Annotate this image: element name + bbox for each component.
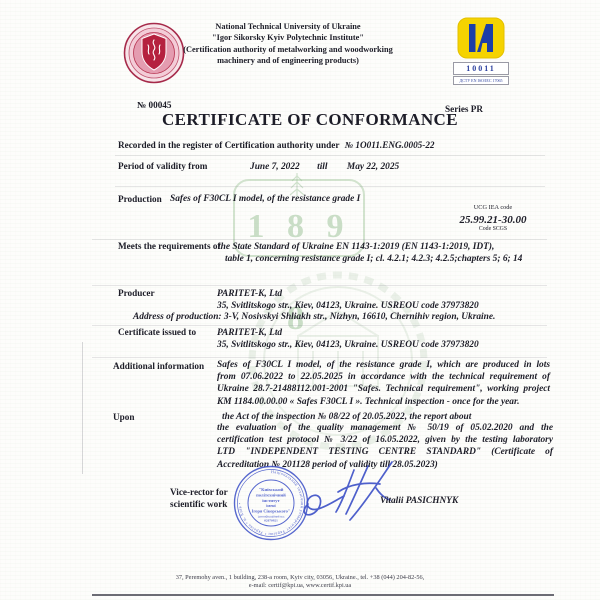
validity-from: June 7, 2022: [250, 162, 300, 172]
naau-logo-icon: [457, 17, 505, 59]
footer-line: e-mail: certif@kpi.ua, www.certif.kpi.ua: [248, 582, 352, 589]
footer-rule: [92, 594, 554, 596]
issued-name: PARITET-K, Ltd: [217, 328, 283, 338]
signatory-role-line: Vice-rector for: [170, 487, 228, 497]
ucg-sub: Code SCGS: [478, 226, 508, 232]
validity-till-label: till: [317, 162, 328, 172]
meets-label: Meets the requirements of: [118, 241, 221, 251]
producer-name: PARITET-K, Ltd: [217, 289, 283, 299]
stamp-center-line: ідентифікаційний код: [257, 514, 285, 519]
header-line: machinery and of engineering products): [217, 56, 359, 66]
additional-line: KM 1184.00.00.00 « Safes F30CL I ». Technical inspection - once for the year.: [217, 396, 520, 407]
signatory-name: Vitalii PASICHNYK: [380, 496, 459, 506]
validity-label: Period of validity from: [118, 161, 208, 171]
stamp-center-line: "Київський: [258, 487, 284, 492]
certificate-series: Series PR: [445, 104, 484, 114]
stamp-center-line: імені: [266, 503, 276, 508]
additional-label: Additional information: [113, 361, 205, 371]
certificate-number: № 00045: [137, 100, 172, 110]
accreditation-standard: ДСТУ EN ISO/IEC 17065: [453, 76, 509, 85]
accreditation-code: 10011: [453, 62, 509, 75]
producer-address: 35, Svitlitskogo str., Kiev, 04123, Ukraine. USREOU code 37973820: [217, 301, 479, 311]
stamp-center-line: 02070921: [264, 518, 278, 523]
additional-line: Ukraine 28.7-21488112.001-2001 "Safes. Technical requirement", working project: [217, 383, 550, 394]
stamp-ring-text: Національний технічний університет України • Україна • м. Київ •: [236, 468, 306, 538]
signature-scribble-icon: [292, 458, 414, 526]
validity-to: May 22, 2025: [346, 162, 400, 172]
header-university-name: [158, 21, 418, 67]
ucg-code-block: [430, 204, 556, 232]
header-line: (Certification authority of metalworking and woodworking: [183, 44, 393, 54]
header-line: National Technical University of Ukraine: [215, 22, 361, 31]
footer-line: 37, Peremohy aven., 1 building, 238-a room, Kyiv city, 03056, Ukraine., tel. +38 (044) 204-82-56,: [175, 574, 425, 581]
signatory-role: [170, 486, 228, 510]
upon-line: certification test protocol № 3/22 of 16.05.2022, given by the testing laboratory: [217, 434, 553, 445]
header-line: "Igor Sikorsky Kyiv Polytechnic Institute": [212, 33, 364, 43]
additional-line: Safes of F30CL I model, of the resistance grade I, which are produced in lots: [217, 360, 550, 370]
footer-contact: [0, 574, 600, 590]
recorded-value: № 1O011.ENG.0005-22: [344, 140, 435, 150]
watermark-1898: 1 8 9 8: [233, 179, 365, 257]
ucg-value: 25.99.21-30.00: [459, 214, 527, 226]
production-label: Production: [118, 194, 162, 204]
upon-line: the evaluation of the quality management № 50/19 of 05.02.2020 and the: [217, 423, 553, 433]
certificate-title: CERTIFICATE OF CONFORMANCE: [162, 110, 458, 129]
production-value: Safes of F30CL I model, of the resistance grade I: [170, 194, 361, 204]
producer-label: Producer: [118, 288, 155, 298]
stamp-center-line: політехнічний: [256, 492, 286, 498]
upon-line: the Act of the inspection № 08/22 of 20.05.2022, the report about: [222, 412, 472, 422]
ucg-label: UCG IEA code: [473, 204, 513, 211]
producer-address2: Address of production: 3-V, Nosivskyi Shliakh str., Nizhyn, 16610, Chernihiv region, Ukraine.: [133, 312, 496, 322]
issued-address: 35, Svitlitskogo str., Kiev, 04123, Ukraine. USREOU code 37973820: [217, 340, 479, 350]
upon-label: Upon: [113, 412, 135, 422]
issued-label: Certificate issued to: [118, 327, 197, 337]
stamp-center-line: інститут: [262, 498, 280, 503]
meets-line: table 1, concerning resistance grade I; cl. 4.2.1; 4.2.3; 4.2.5;chapters 5; 6; 14: [225, 254, 523, 264]
additional-line: from 07.06.2022 to 22.05.2025 in accordance with the technical requirement of: [217, 371, 550, 382]
upon-line: Accreditation № 201128 period of validity till 28.05.2023): [217, 459, 438, 470]
upon-line: LTD "INDEPENDENT TESTING CENTRE STANDARD" (Certificate of: [217, 446, 553, 457]
recorded-label: Recorded in the register of Certification authority under: [118, 140, 340, 150]
accreditation-logo: [452, 17, 510, 85]
stamp-center-line: Ігоря Сікорського": [251, 508, 291, 514]
meets-line: the State Standard of Ukraine EN 1143-1:2019 (EN 1143-1:2019, IDT),: [218, 242, 495, 252]
signatory-role-line: scientific work: [170, 499, 228, 509]
scan-fold-line: [82, 342, 83, 474]
